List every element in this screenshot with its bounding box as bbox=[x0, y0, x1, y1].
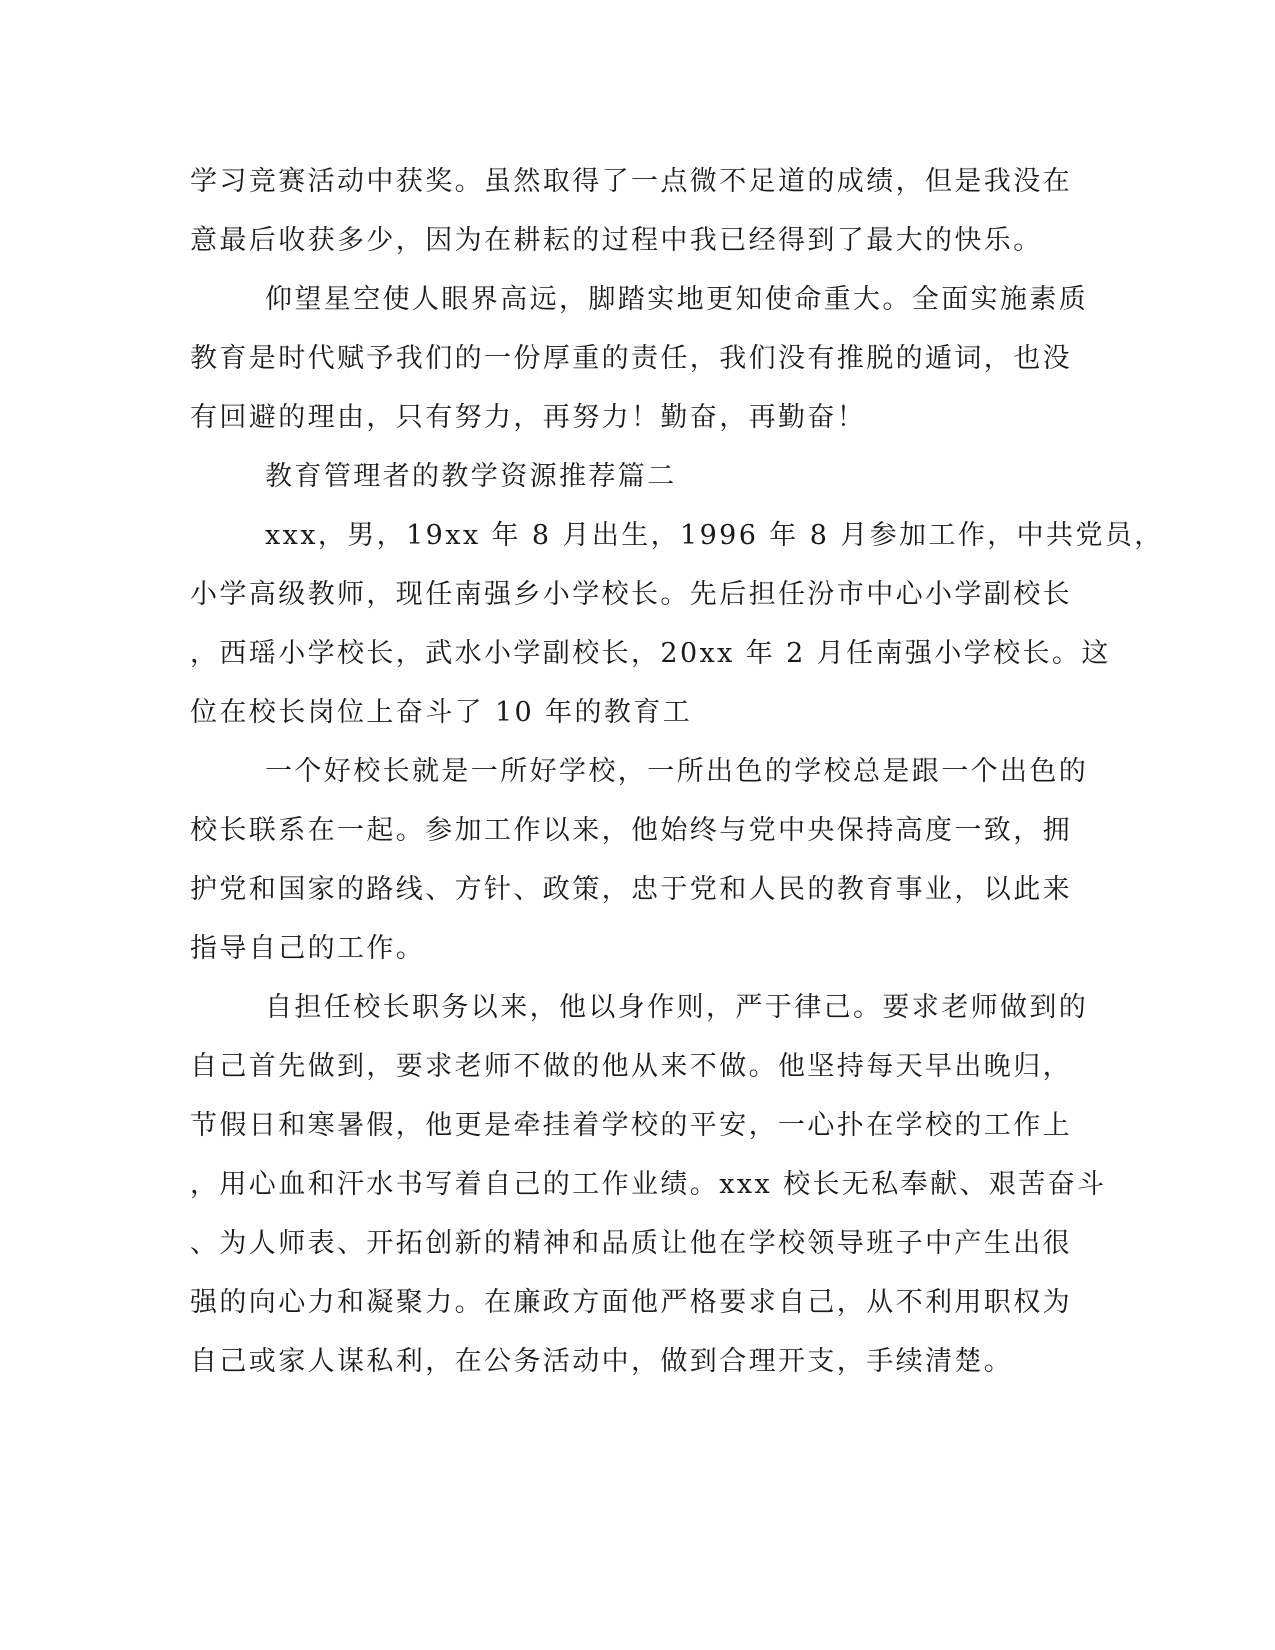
paragraph-first-line: 仰望星空使人眼界高远，脚踏实地更知使命重大。全面实施素质 bbox=[265, 284, 1089, 315]
text-line: 小学高级教师，现任南强乡小学校长。先后担任汾市中心小学副校长 bbox=[190, 579, 1072, 610]
text-line: 教育是时代赋予我们的一份厚重的责任，我们没有推脱的遁词，也没 bbox=[190, 343, 1072, 374]
text-line: 有回避的理由，只有努力，再努力！勤奋，再勤奋！ bbox=[190, 402, 867, 433]
text-line: ，西瑶小学校长，武水小学副校长，20xx 年 2 月任南强小学校长。这 bbox=[190, 638, 1111, 669]
paragraph-first-line: xxx，男，19xx 年 8 月出生，1996 年 8 月参加工作，中共党员， bbox=[265, 520, 1164, 551]
text-line: 学习竞赛活动中获奖。虽然取得了一点微不足道的成绩，但是我没在 bbox=[190, 166, 1072, 197]
text-line: 位在校长岗位上奋斗了 10 年的教育工 bbox=[190, 697, 693, 728]
paragraph-first-line: 一个好校长就是一所好学校，一所出色的学校总是跟一个出色的 bbox=[265, 756, 1089, 787]
text-line: ，用心血和汗水书写着自己的工作业绩。xxx 校长无私奉献、艰苦奋斗 bbox=[190, 1169, 1107, 1200]
text-line: 校长联系在一起。参加工作以来，他始终与党中央保持高度一致，拥 bbox=[190, 815, 1072, 846]
text-line: 强的向心力和凝聚力。在廉政方面他严格要求自己，从不利用职权为 bbox=[190, 1287, 1072, 1318]
text-line: 节假日和寒暑假，他更是牵挂着学校的平安，一心扑在学校的工作上 bbox=[190, 1110, 1072, 1141]
text-line: 自己首先做到，要求老师不做的他从来不做。他坚持每天早出晚归， bbox=[190, 1051, 1072, 1082]
text-line: 指导自己的工作。 bbox=[190, 933, 426, 964]
text-line: 自己或家人谋私利，在公务活动中，做到合理开支，手续清楚。 bbox=[190, 1346, 1014, 1377]
text-line: 意最后收获多少，因为在耕耘的过程中我已经得到了最大的快乐。 bbox=[190, 225, 1043, 256]
section-heading: 教育管理者的教学资源推荐篇二 bbox=[265, 461, 677, 492]
paragraph-first-line: 自担任校长职务以来，他以身作则，严于律己。要求老师做到的 bbox=[265, 992, 1089, 1023]
text-line: 护党和国家的路线、方针、政策，忠于党和人民的教育事业，以此来 bbox=[190, 874, 1072, 905]
text-line: 、为人师表、开拓创新的精神和品质让他在学校领导班子中产生出很 bbox=[190, 1228, 1072, 1259]
